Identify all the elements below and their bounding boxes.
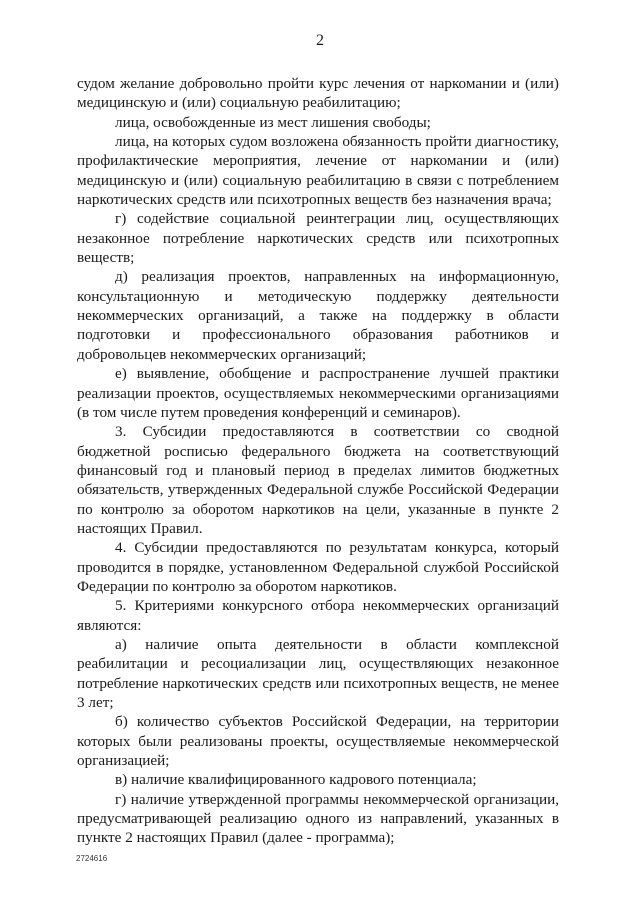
paragraph: судом желание добровольно пройти курс лечения от наркомании и (или) медицинскую и (или) социальную реабилитацию; [77,75,559,112]
paragraph: 3. Субсидии предоставляются в соответствии со сводной бюджетной росписью федерального бюджета на соответствующий финансовый год и плановый период в пределах лимитов бюджетных обязательств, утвержденных Федеральной службе Российской Федерации по контролю за оборотом наркотиков на цели, указанные в пункте 2 настоящих Правил. [77,423,559,537]
document-body [77,74,559,848]
paragraph: г) содействие социальной реинтеграции лиц, осуществляющих незаконное потребление наркотических средств или психотропных веществ; [77,210,559,267]
paragraph: 5. Критериями конкурсного отбора некоммерческих организаций являются: [77,597,559,634]
paragraph: в) наличие квалифицированного кадрового потенциала; [115,771,477,789]
paragraph: г) наличие утвержденной программы некоммерческой организации, предусматривающей реализацию одного из направлений, указанных в пункте 2 настоящих Правил (далее - программа); [77,790,559,847]
paragraph: лица, на которых судом возложена обязанность пройти диагностику, профилактические мероприятия, лечение от наркомании и (или) медицинскую и (или) социальную реабилитацию в связи с потреблением наркотических средств или психотропных веществ без назначения врача; [77,133,559,209]
page-number: 2 [316,32,324,49]
paragraph: е) выявление, обобщение и распространение лучшей практики реализации проектов, осуществляемых некоммерческими организациями (в том числе путем проведения конференций и семинаров). [77,365,559,421]
paragraph: лица, освобожденные из мест лишения свободы; [115,113,431,131]
paragraph: 4. Субсидии предоставляются по результатам конкурса, который проводится в порядке, установленном Федеральной службой Российской Федерации по контролю за оборотом наркотиков. [77,539,559,595]
document-code: 2724616 [76,854,108,863]
paragraph: б) количество субъектов Российской Федерации, на территории которых были реализованы проекты, осуществляемые некоммерческой организацией; [77,713,559,770]
paragraph: а) наличие опыта деятельности в области комплексной реабилитации и ресоциализации лиц, осуществляющих незаконное потребление наркотических средств или психотропных веществ, не менее 3 лет; [77,635,559,711]
paragraph: д) реализация проектов, направленных на информационную, консультационную и методическую поддержку деятельности некоммерческих организаций, а также на поддержку в области подготовки и профессионального образования работников и добровольцев некоммерческих организаций; [77,268,559,363]
